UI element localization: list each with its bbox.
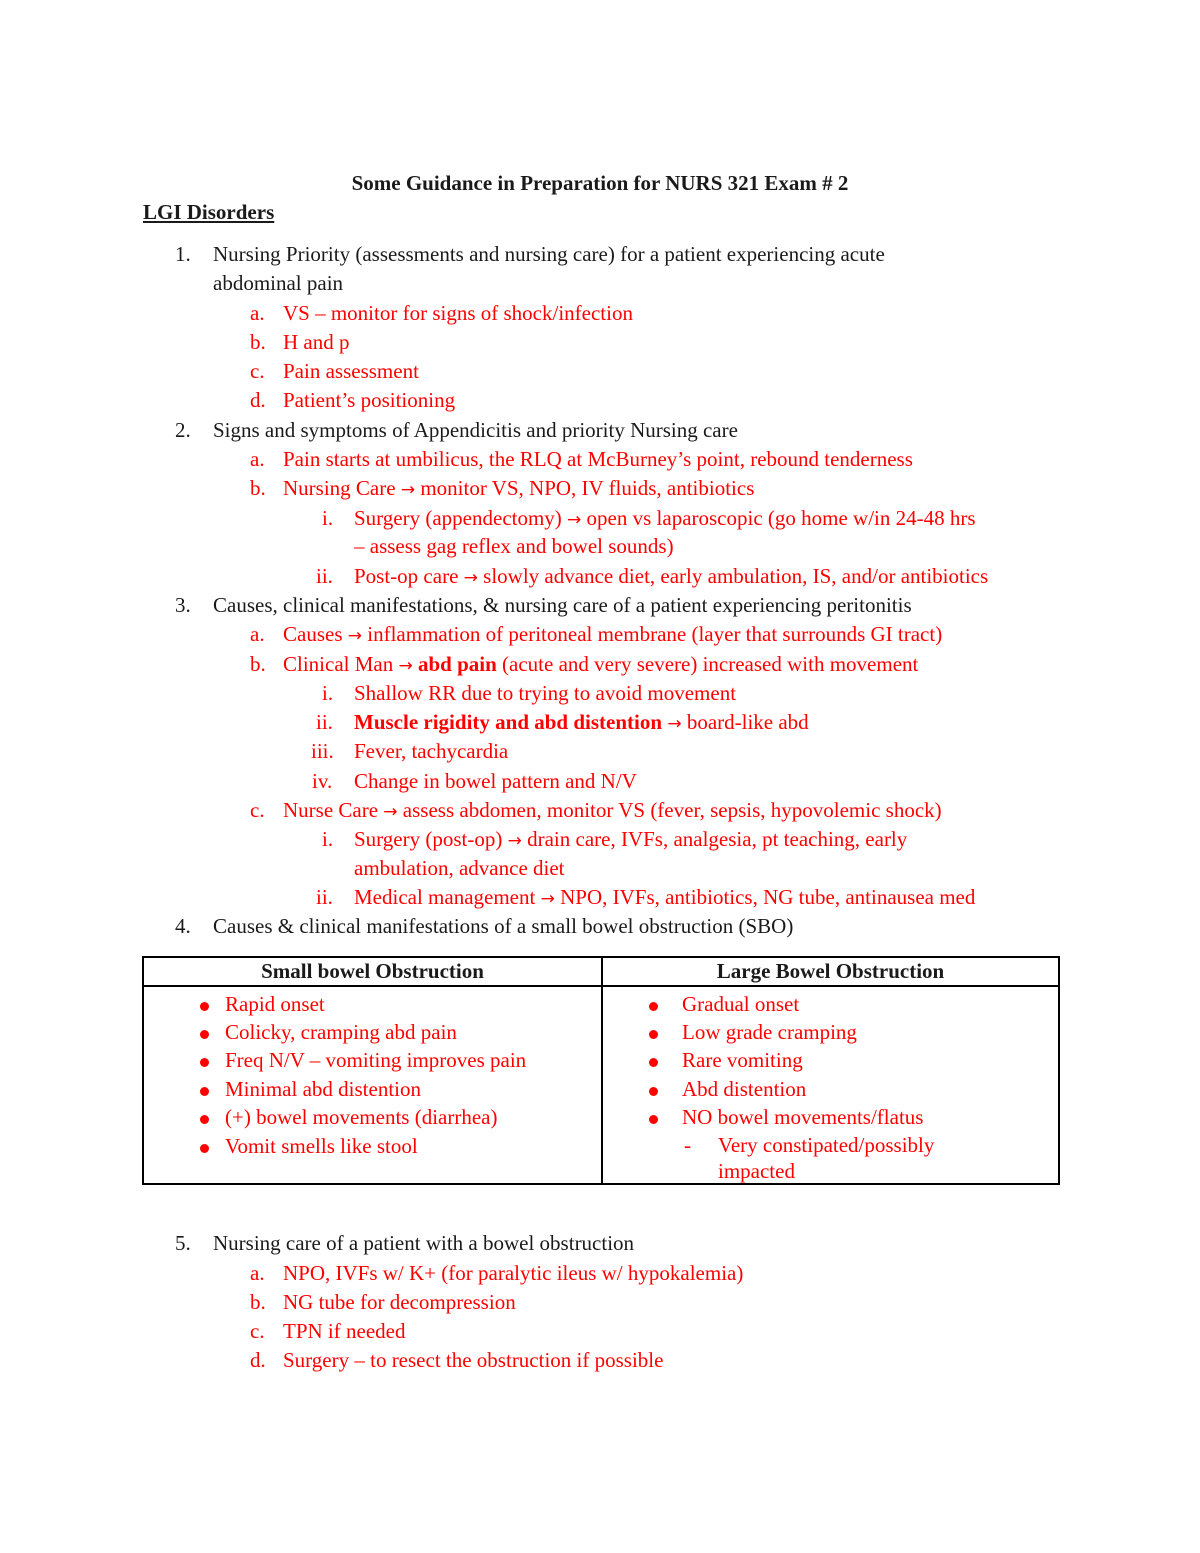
q2-i-line1 <box>354 504 976 535</box>
q2-number: 2. <box>175 418 191 442</box>
q2-b-line <box>283 474 754 505</box>
q2-b-lead: Nursing Care <box>283 476 396 500</box>
right-arrow-icon: → <box>398 656 413 676</box>
q1-item-text: Pain assessment <box>283 359 419 383</box>
right-arrow-icon: → <box>567 510 582 530</box>
obstruction-comparison-table <box>142 956 1060 1185</box>
lbo-item: NO bowel movements/flatus <box>682 1105 924 1129</box>
q5-item-text: NPO, IVFs w/ K+ (for paralytic ileus w/ hypokalemia) <box>283 1261 744 1285</box>
q2-b-rest: monitor VS, NPO, IV fluids, antibiotics <box>420 476 755 500</box>
bullet-icon <box>200 1087 209 1096</box>
q2-b-marker: b. <box>250 476 266 500</box>
q1-item-marker: b. <box>250 330 266 354</box>
q1-number: 1. <box>175 242 191 266</box>
bullet-icon <box>200 1058 209 1067</box>
q3-c-i-rest: drain care, IVFs, analgesia, pt teaching, early <box>527 827 908 851</box>
q5-item-marker: a. <box>250 1261 265 1285</box>
bullet-icon <box>649 1115 658 1124</box>
bullet-icon <box>649 1058 658 1067</box>
q1-text-line1: Nursing Priority (assessments and nursing care) for a patient experiencing acute <box>213 242 885 266</box>
q3-c-i-line2: ambulation, advance diet <box>354 856 565 880</box>
q2-i-rest: open vs laparoscopic (go home w/in 24-48 hrs <box>586 506 976 530</box>
q5-item-text: Surgery – to resect the obstruction if possible <box>283 1348 664 1372</box>
q3-b-iii-marker: iii. <box>311 739 334 763</box>
q3-b-ii-line <box>354 708 809 739</box>
table-header-row <box>143 957 1059 986</box>
sbo-item: Vomit smells like stool <box>225 1134 418 1158</box>
q3-b-iv-marker: iv. <box>312 769 333 793</box>
q3-c-ii-marker: ii. <box>316 885 333 909</box>
q2-i-marker: i. <box>322 506 334 530</box>
q2-a-marker: a. <box>250 447 265 471</box>
q1-item-text: Patient’s positioning <box>283 388 456 412</box>
q1-item-text: VS – monitor for signs of shock/infection <box>283 301 633 325</box>
table-row <box>143 986 1059 1184</box>
q3-c-marker: c. <box>250 798 265 822</box>
q1-item-marker: d. <box>250 388 266 412</box>
q3-b-iv-text: Change in bowel pattern and N/V <box>354 769 637 793</box>
q3-b-ii-bold: Muscle rigidity and abd distention <box>354 710 663 734</box>
q5-item-marker: d. <box>250 1348 266 1372</box>
q2-ii-line <box>354 562 988 593</box>
q1-item-text: H and p <box>283 330 350 354</box>
bullet-icon <box>200 1030 209 1039</box>
sbo-item: Freq N/V – vomiting improves pain <box>225 1048 527 1072</box>
q2-i-line2: – assess gag reflex and bowel sounds) <box>354 534 674 558</box>
q1-item-marker: a. <box>250 301 265 325</box>
sbo-cell <box>143 986 602 1184</box>
q3-b-bold: abd pain <box>417 652 497 676</box>
bullet-icon <box>200 1144 209 1153</box>
q2-text: Signs and symptoms of Appendicitis and priority Nursing care <box>213 418 738 442</box>
q1-item-marker: c. <box>250 359 265 383</box>
right-arrow-icon: → <box>347 626 362 646</box>
q3-c-line <box>283 796 942 827</box>
q4-text: Causes & clinical manifestations of a small bowel obstruction (SBO) <box>213 914 794 938</box>
q3-a-rest: inflammation of peritoneal membrane (layer that surrounds GI tract) <box>367 622 943 646</box>
q3-b-ii-marker: ii. <box>316 710 333 734</box>
lbo-item: Rare vomiting <box>682 1048 803 1072</box>
document-title: Some Guidance in Preparation for NURS 321 Exam # 2 <box>351 171 849 195</box>
q3-c-rest: assess abdomen, monitor VS (fever, sepsis, hypovolemic shock) <box>402 798 942 822</box>
sbo-item: Colicky, cramping abd pain <box>225 1020 457 1044</box>
lbo-sub-line1: Very constipated/possibly <box>718 1133 935 1157</box>
q3-b-line <box>283 650 918 681</box>
bullet-icon <box>649 1002 658 1011</box>
sbo-item: (+) bowel movements (diarrhea) <box>225 1105 498 1129</box>
q3-c-i-marker: i. <box>322 827 334 851</box>
right-arrow-icon: → <box>667 714 682 734</box>
q3-b-lead: Clinical Man <box>283 652 394 676</box>
q5-item-text: NG tube for decompression <box>283 1290 516 1314</box>
q5-item-text: TPN if needed <box>283 1319 406 1343</box>
right-arrow-icon: → <box>507 831 522 851</box>
lbo-item: Abd distention <box>682 1077 807 1101</box>
q1-text-line2: abdominal pain <box>213 271 344 295</box>
bullet-icon <box>200 1002 209 1011</box>
table-header-lbo: Large Bowel Obstruction <box>602 957 1059 986</box>
sbo-item: Minimal abd distention <box>225 1077 421 1101</box>
bullet-icon <box>649 1087 658 1096</box>
right-arrow-icon: → <box>463 568 478 588</box>
lbo-sub-marker: - <box>684 1133 691 1157</box>
q5-text: Nursing care of a patient with a bowel obstruction <box>213 1231 635 1255</box>
sbo-item: Rapid onset <box>225 992 325 1016</box>
q3-a-lead: Causes <box>283 622 343 646</box>
q2-i-lead: Surgery (appendectomy) <box>354 506 562 530</box>
lbo-item: Low grade cramping <box>682 1020 857 1044</box>
q3-b-i-text: Shallow RR due to trying to avoid movement <box>354 681 737 705</box>
right-arrow-icon: → <box>540 889 555 909</box>
q3-c-i-line1 <box>354 825 907 856</box>
lbo-sub-line2: impacted <box>718 1159 795 1183</box>
q2-ii-lead: Post-op care <box>354 564 459 588</box>
table-header-sbo: Small bowel Obstruction <box>143 957 602 986</box>
q3-number: 3. <box>175 593 191 617</box>
right-arrow-icon: → <box>400 480 416 500</box>
q3-c-ii-rest: NPO, IVFs, antibiotics, NG tube, antinausea med <box>560 885 976 909</box>
q3-c-ii-lead: Medical management <box>354 885 536 909</box>
q5-item-marker: b. <box>250 1290 266 1314</box>
q2-ii-rest: slowly advance diet, early ambulation, IS, and/or antibiotics <box>483 564 989 588</box>
q3-b-i-marker: i. <box>322 681 334 705</box>
q3-c-ii-line <box>354 883 975 914</box>
q3-a-line <box>283 620 942 651</box>
right-arrow-icon: → <box>383 802 398 822</box>
lbo-cell <box>602 986 1059 1184</box>
bullet-icon <box>200 1115 209 1124</box>
lbo-item: Gradual onset <box>682 992 800 1016</box>
q5-item-marker: c. <box>250 1319 265 1343</box>
q2-ii-marker: ii. <box>316 564 333 588</box>
q3-b-iii-text: Fever, tachycardia <box>354 739 509 763</box>
q3-text: Causes, clinical manifestations, & nursing care of a patient experiencing peritonitis <box>213 593 912 617</box>
bullet-icon <box>649 1030 658 1039</box>
q3-b-ii-text: board-like abd <box>686 710 809 734</box>
q3-c-i-lead: Surgery (post-op) <box>354 827 503 851</box>
q2-a-text: Pain starts at umbilicus, the RLQ at McBurney’s point, rebound tenderness <box>283 447 913 471</box>
q3-a-marker: a. <box>250 622 265 646</box>
q3-b-marker: b. <box>250 652 266 676</box>
q4-number: 4. <box>175 914 191 938</box>
q3-b-rest: (acute and very severe) increased with movement <box>502 652 919 676</box>
section-heading: LGI Disorders <box>143 200 275 224</box>
q5-number: 5. <box>175 1231 191 1255</box>
q3-c-lead: Nurse Care <box>283 798 379 822</box>
